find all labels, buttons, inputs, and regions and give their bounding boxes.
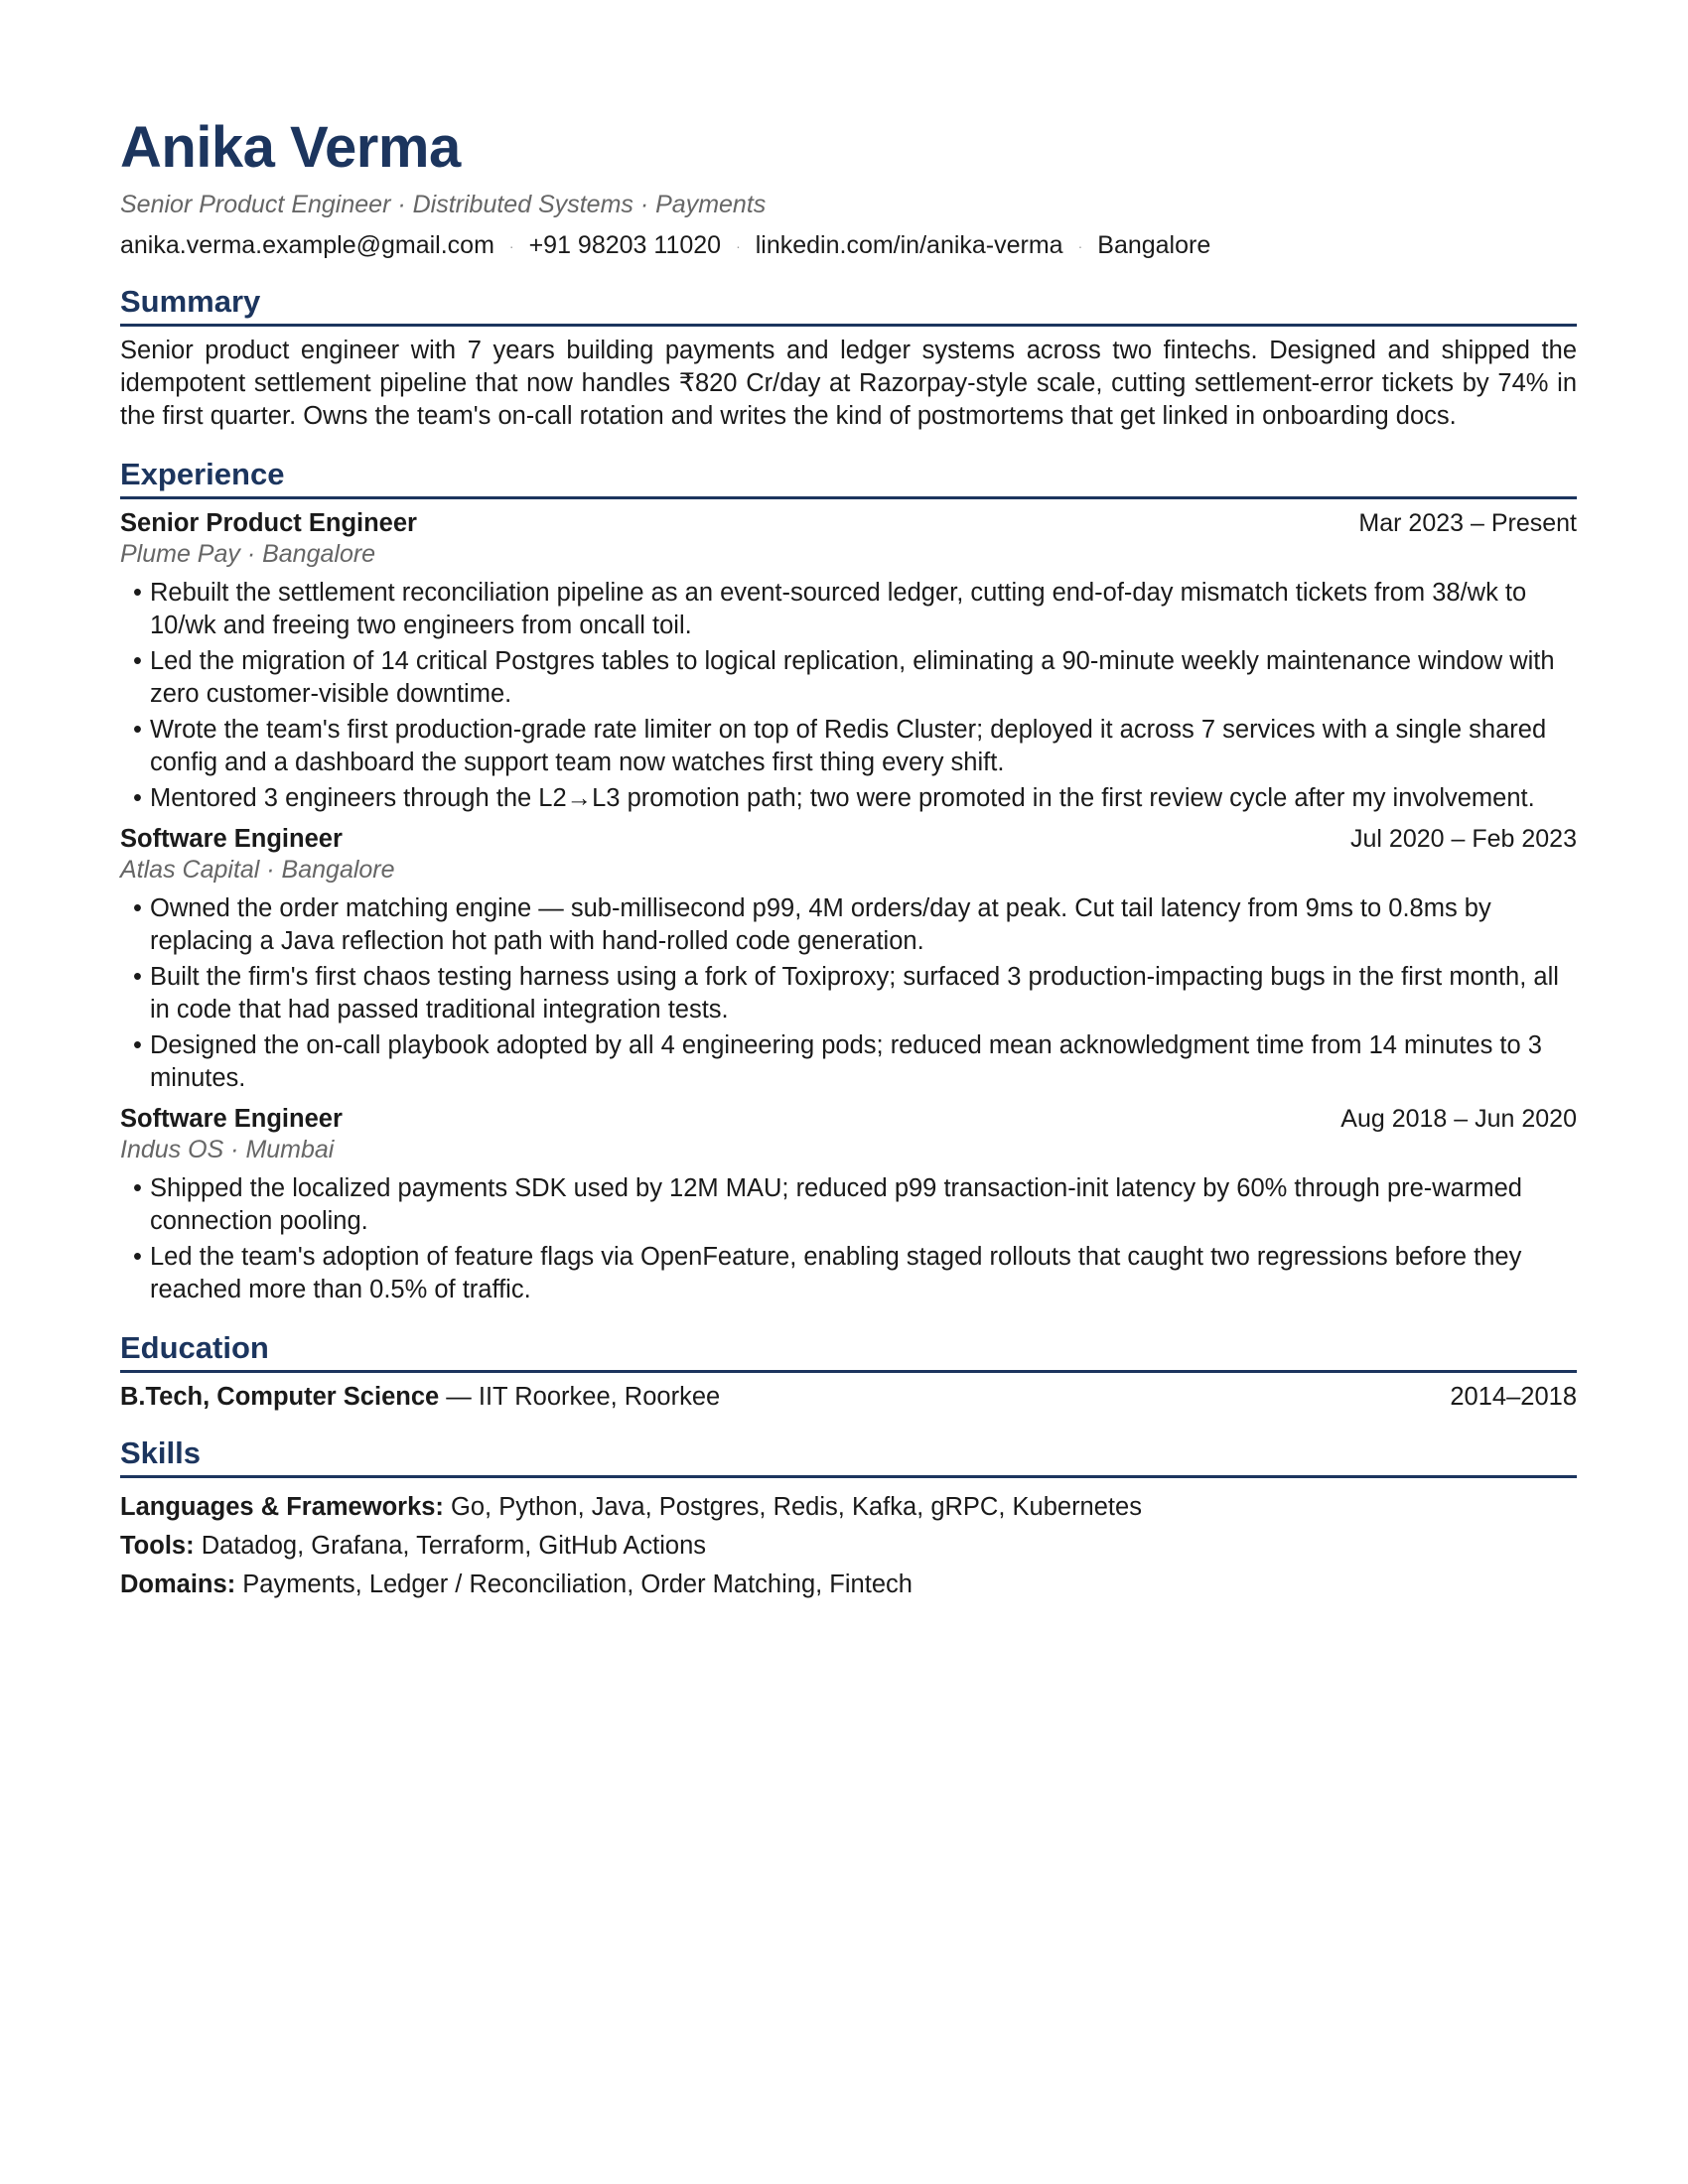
headline-tagline: Senior Product Engineer · Distributed Systems · Payments [120, 191, 767, 218]
job-dates: Aug 2018 – Jun 2020 [1340, 1105, 1577, 1133]
job-bullets [120, 1172, 1577, 1306]
contact-location: Bangalore [1097, 231, 1211, 259]
job-entry [120, 825, 1577, 1095]
contact-email[interactable]: anika.verma.example@gmail.com [120, 231, 494, 259]
job-bullets [120, 577, 1577, 815]
job-title: Software Engineer [120, 1105, 343, 1133]
skill-row [120, 1488, 1577, 1527]
section-title-skills: Skills [120, 1435, 1577, 1478]
skill-label: Tools: [120, 1532, 195, 1560]
job-bullet: • Built the firm's first chaos testing harness using a fork of Toxiproxy; surfaced 3 production-impacting bugs in the first month, all in code that had passed traditional integration tests. [150, 961, 1577, 1026]
skill-value: Payments, Ledger / Reconciliation, Order Matching, Fintech [235, 1570, 913, 1598]
skill-label: Languages & Frameworks: [120, 1493, 444, 1521]
skill-row [120, 1566, 1577, 1604]
education-school: — IIT Roorkee, Roorkee [439, 1383, 721, 1411]
candidate-name: Anika Verma [120, 115, 461, 180]
contact-linkedin[interactable]: linkedin.com/in/anika-verma [755, 231, 1063, 259]
contact-line [120, 231, 1577, 260]
contact-separator: · [736, 237, 741, 254]
skill-value: Datadog, Grafana, Terraform, GitHub Actions [194, 1532, 707, 1560]
job-bullet: • Rebuilt the settlement reconciliation pipeline as an event-sourced ledger, cutting end-of-day mismatch tickets from 38/wk to 10/wk and freeing two engineers from oncall toil. [150, 577, 1577, 642]
section-title-experience: Experience [120, 457, 1577, 499]
contact-phone[interactable]: +91 98203 11020 [528, 231, 722, 259]
summary-text: Senior product engineer with 7 years building payments and ledger systems across two fintechs. Designed and shipped the idempotent settlement pipeline that now handles ₹820 Cr/day at Razorpay-style scale, cutting settlement-error tickets by 74% in the first quarter. Owns the team's on-call rotation and writes the kind of postmortems that get linked in onboarding docs. [120, 337, 1577, 430]
job-dates: Mar 2023 – Present [1358, 509, 1577, 537]
job-entry [120, 509, 1577, 815]
section-title-education: Education [120, 1330, 1577, 1373]
education-entry [120, 1383, 1577, 1412]
job-title: Senior Product Engineer [120, 509, 417, 537]
job-company: Atlas Capital · Bangalore [120, 856, 395, 884]
education-years: 2014–2018 [1450, 1383, 1577, 1411]
job-entry [120, 1105, 1577, 1306]
job-bullets [120, 892, 1577, 1095]
skill-value: Go, Python, Java, Postgres, Redis, Kafka, gRPC, Kubernetes [443, 1493, 1142, 1521]
section-title-summary: Summary [120, 284, 1577, 327]
job-header [120, 825, 1577, 854]
skill-label: Domains: [120, 1570, 236, 1598]
job-bullet: • Owned the order matching engine — sub-millisecond p99, 4M orders/day at peak. Cut tail latency from 9ms to 0.8ms by replacing a Java reflection hot path with hand-rolled code generation. [150, 892, 1577, 958]
contact-separator: · [508, 237, 514, 254]
job-company: Plume Pay · Bangalore [120, 540, 376, 568]
job-bullet: • Shipped the localized payments SDK used by 12M MAU; reduced p99 transaction-init latency by 60% through pre-warmed connection pooling. [150, 1172, 1577, 1238]
job-bullet: • Led the migration of 14 critical Postgres tables to logical replication, eliminating a 90-minute weekly maintenance window with zero customer-visible downtime. [150, 645, 1577, 711]
contact-separator: · [1077, 237, 1083, 254]
skills-list [120, 1488, 1577, 1604]
education-degree: B.Tech, Computer Science [120, 1383, 440, 1411]
job-bullet: • Led the team's adoption of feature flags via OpenFeature, enabling staged rollouts that caught two regressions before they reached more than 0.5% of traffic. [150, 1241, 1577, 1306]
job-bullet: • Designed the on-call playbook adopted by all 4 engineering pods; reduced mean acknowledgment time from 14 minutes to 3 minutes. [150, 1029, 1577, 1095]
job-bullet: • Wrote the team's first production-grade rate limiter on top of Redis Cluster; deployed it across 7 services with a single shared config and a dashboard the support team now watches first thing every shift. [150, 714, 1577, 779]
education-main [120, 1383, 720, 1412]
job-header [120, 509, 1577, 538]
job-company: Indus OS · Mumbai [120, 1136, 335, 1163]
job-title: Software Engineer [120, 825, 343, 853]
job-header [120, 1105, 1577, 1134]
job-dates: Jul 2020 – Feb 2023 [1350, 825, 1577, 853]
skill-row [120, 1527, 1577, 1566]
job-bullet: • Mentored 3 engineers through the L2→L3 promotion path; two were promoted in the first review cycle after my involvement. [150, 782, 1577, 815]
